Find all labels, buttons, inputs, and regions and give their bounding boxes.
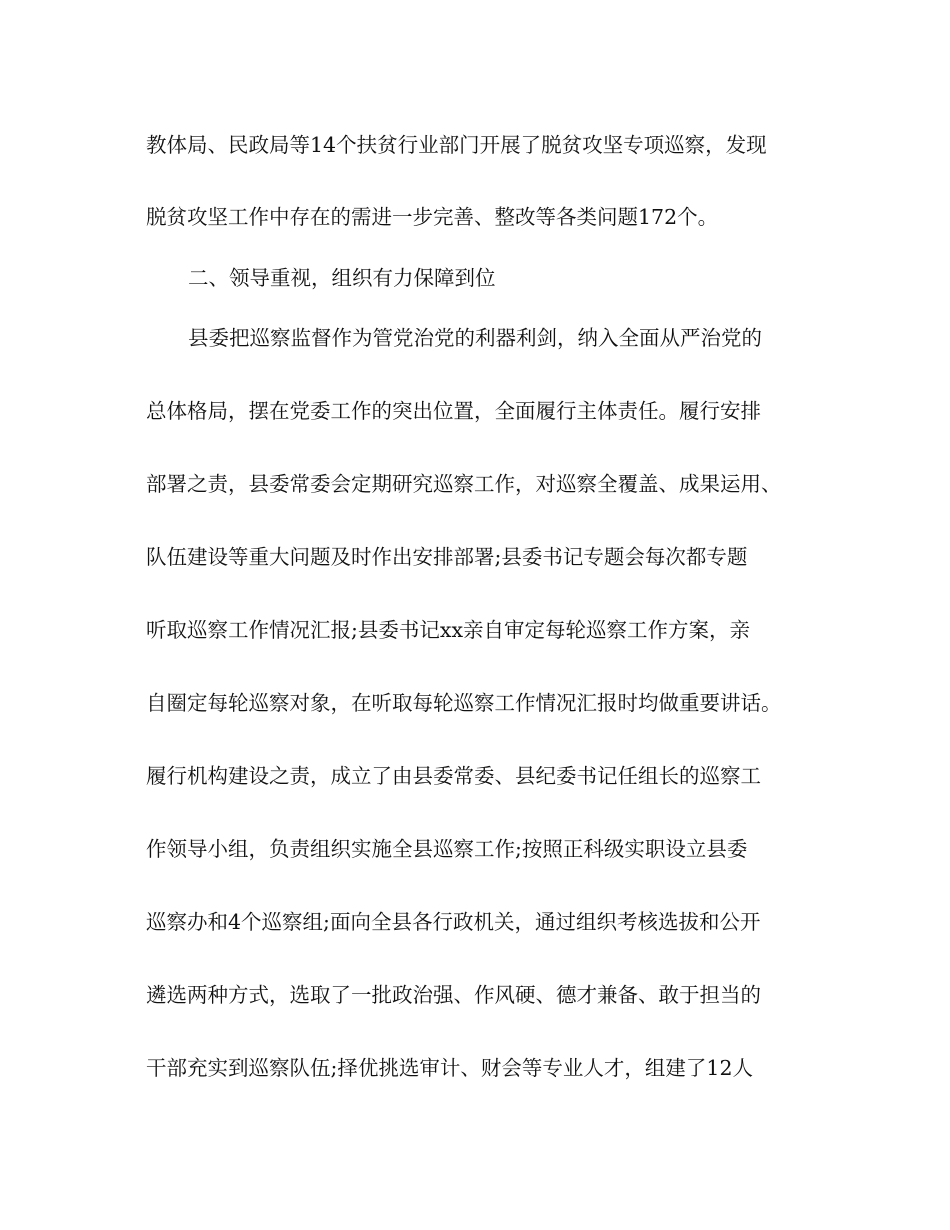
text-line-12: 巡察办和4个巡察组;面向全县各行政机关，通过组织考核选拔和公开	[146, 910, 761, 934]
text-line-10: 履行机构建设之责，成立了由县委常委、县纪委书记任组长的巡察工	[146, 764, 761, 788]
text-line-13: 遴选两种方式，选取了一批政治强、作风硬、德才兼备、敢于担当的	[146, 983, 761, 1007]
text-line-2: 脱贫攻坚工作中存在的需进一步完善、整改等各类问题172个。	[146, 205, 719, 229]
text-line-6: 部署之责，县委常委会定期研究巡察工作，对巡察全覆盖、成果运用、	[146, 472, 782, 496]
text-line-5: 总体格局，摆在党委工作的突出位置，全面履行主体责任。履行安排	[146, 399, 761, 423]
text-line-4: 县委把巡察监督作为管党治党的利器利剑，纳入全面从严治党的	[188, 326, 762, 350]
text-line-7: 队伍建设等重大问题及时作出安排部署;县委书记专题会每次都专题	[146, 545, 748, 569]
section-heading: 二、领导重视，组织有力保障到位	[188, 266, 496, 290]
text-line-14: 干部充实到巡察队伍;择优挑选审计、财会等专业人才，组建了12人	[146, 1056, 753, 1080]
text-line-1: 教体局、民政局等14个扶贫行业部门开展了脱贫攻坚专项巡察，发现	[146, 133, 767, 157]
text-line-11: 作领导小组，负责组织实施全县巡察工作;按照正科级实职设立县委	[146, 837, 748, 861]
text-line-9: 自圈定每轮巡察对象，在听取每轮巡察工作情况汇报时均做重要讲话。	[146, 691, 782, 715]
text-line-8: 听取巡察工作情况汇报;县委书记xx亲自审定每轮巡察工作方案，亲	[146, 618, 751, 642]
